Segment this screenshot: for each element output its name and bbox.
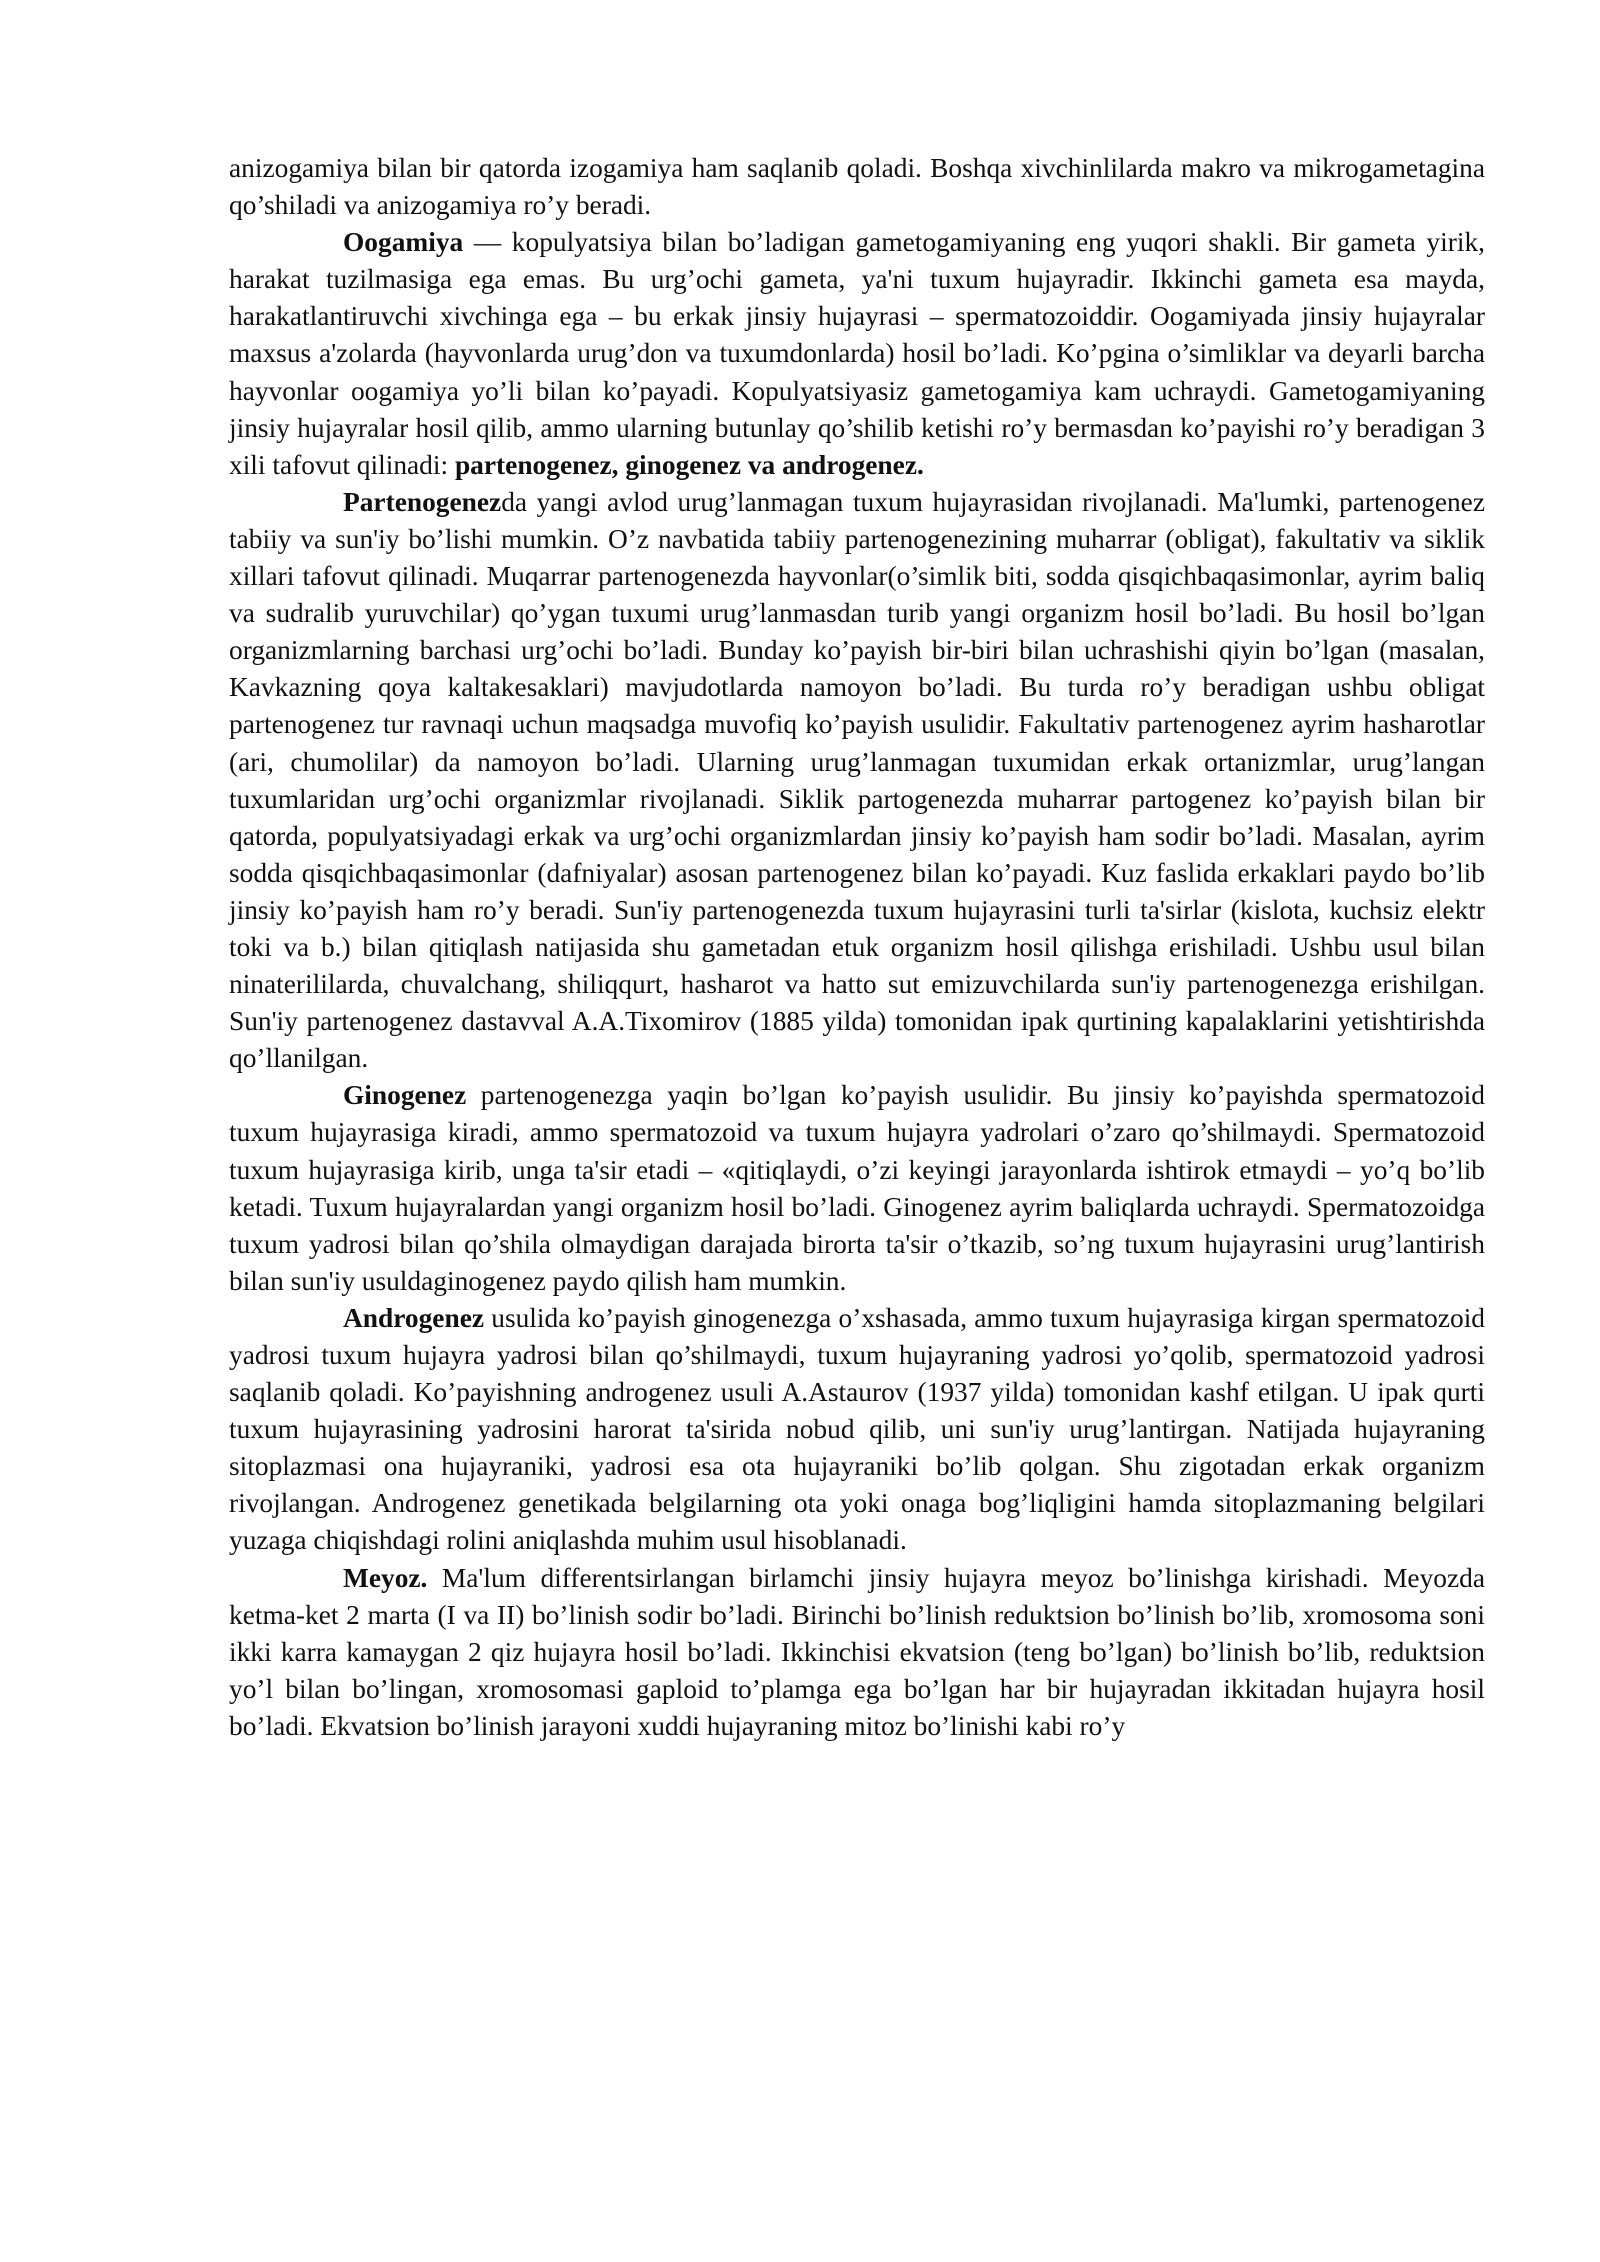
- paragraph-text: usulida ko’payish ginogenezga o’xshasada, ammo tuxum hujayrasiga kirgan spermatozoid yadrosi tuxum hujayra yadrosi bilan qo’shilmaydi, tuxum hujayraning yadrosi yo’qolib, spermatozoid yadrosi saqlanib qoladi. Ko’payishning androgenez usuli A.Astaurov (1937 yilda) tomonidan kashf etilgan. U ipak qurti tuxum hujayrasining yadrosini harorat ta'sirida nobud qilib, uni sun'iy urug’lantirgan. Natijada hujayraning sitoplazmasi ona hujayraniki, yadrosi esa ota hujayraniki bo’lib qolgan. Shu zigotadan erkak organizm rivojlangan. Androgenez genetikada belgilarning ota yoki onaga bog’liqligini hamda sitoplazmaning belgilari yuzaga chiqishdagi rolini aniqlashda muhim usul hisoblanadi.: [229, 1302, 1485, 1556]
- term-partenogenez: Partenogenez: [343, 486, 502, 517]
- paragraph-text: da yangi avlod urug’lanmagan tuxum hujayrasidan rivojlanadi. Ma'lumki, partenogenez tabiiy va sun'iy bo’lishi mumkin. O’z navbatida tabiiy partenogenezining muharrar (obligat), fakultativ va siklik xillari tafovut qilinadi. Muqarrar partenogenezda hayvonlar(o’simlik biti, sodda qisqichbaqasimonlar, ayrim baliq va sudralib yuruvchilar) qo’ygan tuxumi urug’lanmasdan turib yangi organizm hosil bo’ladi. Bu hosil bo’lgan organizmlarning barchasi urg’ochi bo’ladi. Bunday ko’payish bir-biri bilan uchrashishi qiyin bo’lgan (masalan, Kavkazning qoya kaltakesaklari) mavjudotlarda namoyon bo’ladi. Bu turda ro’y beradigan ushbu obligat partenogenez tur ravnaqi uchun maqsadga muvofiq ko’payish usulidir. Fakultativ partenogenez ayrim hasharotlar (ari, chumolilar) da namoyon bo’ladi. Ularning urug’lanmagan tuxumidan erkak ortanizmlar, urug’langan tuxumlaridan urg’ochi organizmlar rivojlanadi. Siklik partogenezda muharrar partogenez ko’payish bilan bir qatorda, populyatsiyadagi erkak va urg’ochi organizmlardan jinsiy ko’payish ham sodir bo’ladi. Masalan, ayrim sodda qisqichbaqasimonlar (dafniyalar) asosan partenogenez bilan ko’payadi. Kuz faslida erkaklari paydo bo’lib jinsiy ko’payish ham ro’y beradi. Sun'iy partenogenezda tuxum hujayrasini turli ta'sirlar (kislota, kuchsiz elektr toki va b.) bilan qitiqlash natijasida shu gametadan etuk organizm hosil qilishga erishiladi. Ushbu usul bilan ninaterililarda, chuvalchang, shiliqqurt, hasharot va hatto sut emizuvchilarda sun'iy partenogenezga erishilgan. Sun'iy partenogenez dastavval A.A.Tixomirov (1885 yilda) tomonidan ipak qurtining kapalaklarini yetishtirishda qo’llanilgan.: [229, 486, 1485, 1074]
- paragraph-text: Ma'lum differentsirlangan birlamchi jinsiy hujayra meyoz bo’linishga kirishadi. Meyozda ketma-ket 2 marta (I va II) bo’linish sodir bo’ladi. Birinchi bo’linish reduktsion bo’linish bo’lib, xromosoma soni ikki karra kamaygan 2 qiz hujayra hosil bo’ladi. Ikkinchisi ekvatsion (teng bo’lgan) bo’linish bo’lib, reduktsion yo’l bilan bo’lingan, xromosomasi gaploid to’plamga ega bo’lgan har bir hujayradan ikkitadan hujayra hosil bo’ladi. Ekvatsion bo’linish jarayoni xuddi hujayraning mitoz bo’linishi kabi ro’y: [229, 1562, 1485, 1741]
- paragraph-partenogenez: [229, 484, 1485, 1078]
- document-page: [229, 150, 1485, 1745]
- paragraph-meyoz: [229, 1560, 1485, 1745]
- paragraph-ginogenez: [229, 1077, 1485, 1300]
- term-androgenez: Androgenez: [343, 1302, 485, 1333]
- paragraph-anizogamiya-continuation: [229, 150, 1485, 224]
- bold-term-list: partenogenez, ginogenez va androgenez.: [454, 449, 924, 480]
- term-oogamiya: Oogamiya: [343, 227, 464, 258]
- paragraph-oogamiya: [229, 224, 1485, 484]
- paragraph-text: partenogenezga yaqin bo’lgan ko’payish usulidir. Bu jinsiy ko’payishda spermatozoid tuxum hujayrasiga kiradi, ammo spermatozoid va tuxum hujayra yadrolari o’zaro qo’shilmaydi. Spermatozoid tuxum hujayrasiga kirib, unga ta'sir etadi – «qitiqlaydi, o’zi keyingi jarayonlarda ishtirok etmaydi – yo’q bo’lib ketadi. Tuxum hujayralardan yangi organizm hosil bo’ladi. Ginogenez ayrim baliqlarda uchraydi. Spermatozoidga tuxum yadrosi bilan qo’shila olmaydigan darajada birorta ta'sir o’tkazib, so’ng tuxum hujayrasini urug’lantirish bilan sun'iy usuldaginogenez paydo qilish ham mumkin.: [229, 1080, 1485, 1296]
- paragraph-androgenez: [229, 1300, 1485, 1560]
- paragraph-text: anizogamiya bilan bir qatorda izogamiya ham saqlanib qoladi. Boshqa xivchinlilarda makro va mikrogametagina qo’shiladi va anizogamiya ro’y beradi.: [229, 153, 1485, 221]
- term-meyoz: Meyoz.: [343, 1562, 428, 1593]
- term-ginogenez: Ginogenez: [343, 1080, 467, 1111]
- paragraph-text: — kopulyatsiya bilan bo’ladigan gametogamiyaning eng yuqori shakli. Bir gameta yirik, harakat tuzilmasiga ega emas. Bu urg’ochi gameta, ya'ni tuxum hujayradir. Ikkinchi gameta esa mayda, harakatlantiruvchi xivchinga ega – bu erkak jinsiy hujayrasi – spermatozoiddir. Oogamiyada jinsiy hujayralar maxsus a'zolarda (hayvonlarda urug’don va tuxumdonlarda) hosil bo’ladi. Ko’pgina o’simliklar va deyarli barcha hayvonlar oogamiya yo’li bilan ko’payadi. Kopulyatsiyasiz gametogamiya kam uchraydi. Gametogamiyaning jinsiy hujayralar hosil qilib, ammo ularning butunlay qo’shilib ketishi ro’y bermasdan ko’payishi ro’y beradigan 3 xili tafovut qilinadi:: [229, 227, 1485, 480]
